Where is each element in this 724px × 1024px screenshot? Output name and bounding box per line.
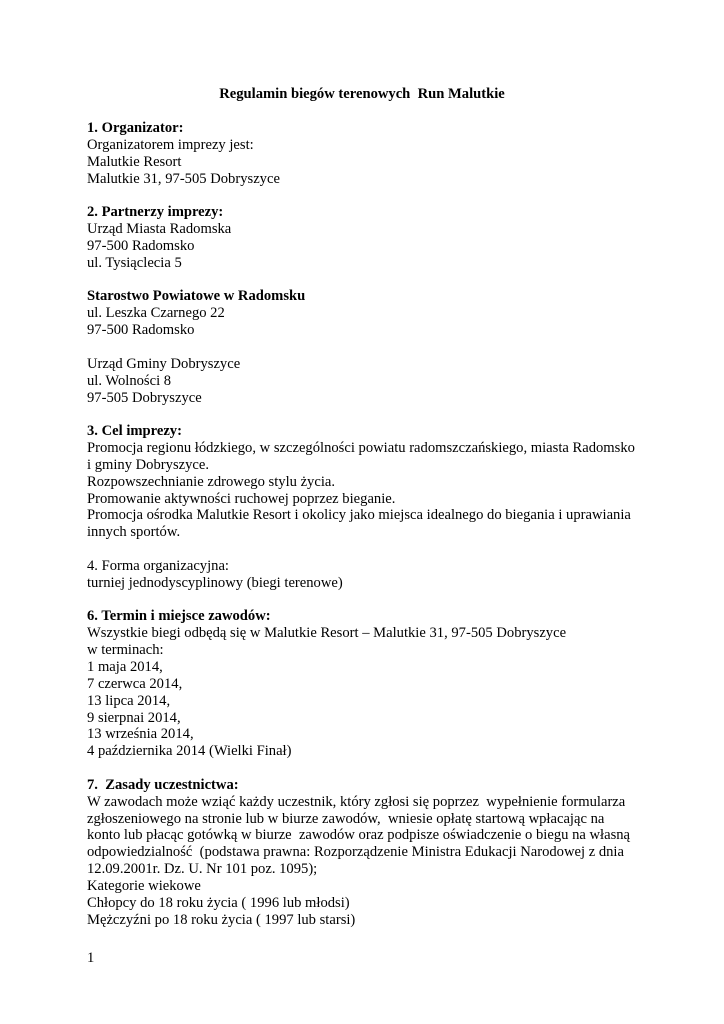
goal-line: Promocja ośrodka Malutkie Resort i okolicy jako miejsca idealnego do biegania i uprawiania: [87, 507, 631, 524]
partner-line: Urząd Gminy Dobryszyce: [87, 355, 241, 372]
partner-line: ul. Leszka Czarnego 22: [87, 305, 225, 322]
blank-line: [87, 339, 647, 356]
partner-line: 97-500 Radomsko: [87, 322, 195, 339]
blank-line: [87, 187, 647, 204]
section-heading-partners: 2. Partnerzy imprezy:: [87, 204, 224, 221]
schedule-date: 9 sierpnai 2014,: [87, 709, 181, 726]
rules-line: odpowiedzialność (podstawa prawna: Rozporządzenie Ministra Edukacji Narodowej z dnia: [87, 844, 624, 861]
goal-line: i gminy Dobryszyce.: [87, 456, 209, 473]
rules-line: zgłoszeniowego na stronie lub w biurze zawodów, wniesie opłatę startową wpłacając na: [87, 810, 605, 827]
section-heading-organizer: 1. Organizator:: [87, 120, 184, 136]
partner-line: 97-500 Radomsko: [87, 237, 195, 254]
section-heading-goal: 3. Cel imprezy:: [87, 423, 182, 440]
organizer-line: Organizatorem imprezy jest:: [87, 136, 254, 153]
rules-line: Kategorie wiekowe: [87, 877, 201, 894]
partner-line: ul. Tysiąclecia 5: [87, 254, 182, 271]
partner-heading-starostwo: Starostwo Powiatowe w Radomsku: [87, 288, 306, 305]
blank-line: [87, 592, 647, 609]
form-line: turniej jednodyscyplinowy (biegi terenowe): [87, 574, 343, 591]
rules-line: W zawodach może wziąć każdy uczestnik, który zgłosi się poprzez wypełnienie formularza: [87, 793, 626, 810]
blank-line: [87, 541, 647, 558]
goal-line: Promowanie aktywności ruchowej poprzez bieganie.: [87, 490, 396, 507]
section-heading-rules: 7. Zasady uczestnictwa:: [87, 776, 239, 793]
partner-line: 97-505 Dobryszyce: [87, 389, 202, 406]
section-heading-schedule: 6. Termin i miejsce zawodów:: [87, 608, 271, 625]
document-body: [87, 120, 647, 929]
organizer-line: Malutkie Resort: [87, 153, 182, 170]
rules-line: Mężczyźni po 18 roku życia ( 1997 lub starsi): [87, 911, 356, 928]
schedule-line: Wszystkie biegi odbędą się w Malutkie Resort – Malutkie 31, 97-505 Dobryszyce: [87, 625, 567, 642]
organizer-line: Malutkie 31, 97-505 Dobryszyce: [87, 170, 280, 187]
blank-line: [87, 272, 647, 289]
blank-line: [87, 760, 647, 777]
rules-line: konto lub płacąc gotówką w biurze zawodów oraz podpisze oświadczenie o biegu na własną: [87, 827, 631, 844]
schedule-date: 13 lipca 2014,: [87, 692, 171, 709]
schedule-date: 13 września 2014,: [87, 726, 194, 743]
goal-line: Promocja regionu łódzkiego, w szczególności powiatu radomszczańskiego, miasta Radomsko: [87, 440, 635, 457]
schedule-date: 7 czerwca 2014,: [87, 675, 183, 692]
goal-line: innych sportów.: [87, 524, 181, 541]
partner-line: Urząd Miasta Radomska: [87, 221, 232, 238]
document-title: Regulamin biegów terenowych Run Malutkie: [219, 86, 505, 102]
schedule-date: 4 października 2014 (Wielki Finał): [87, 743, 292, 760]
blank-line: [87, 406, 647, 423]
goal-line: Rozpowszechnianie zdrowego stylu życia.: [87, 473, 336, 490]
rules-line: Chłopcy do 18 roku życia ( 1996 lub młodsi): [87, 894, 350, 911]
section-heading-form: 4. Forma organizacyjna:: [87, 557, 229, 574]
schedule-date: 1 maja 2014,: [87, 659, 163, 675]
partner-line: ul. Wolności 8: [87, 372, 172, 389]
page-number: 1: [87, 950, 95, 966]
schedule-line: w terminach:: [87, 642, 164, 659]
rules-line: 12.09.2001r. Dz. U. Nr 101 poz. 1095);: [87, 861, 318, 878]
